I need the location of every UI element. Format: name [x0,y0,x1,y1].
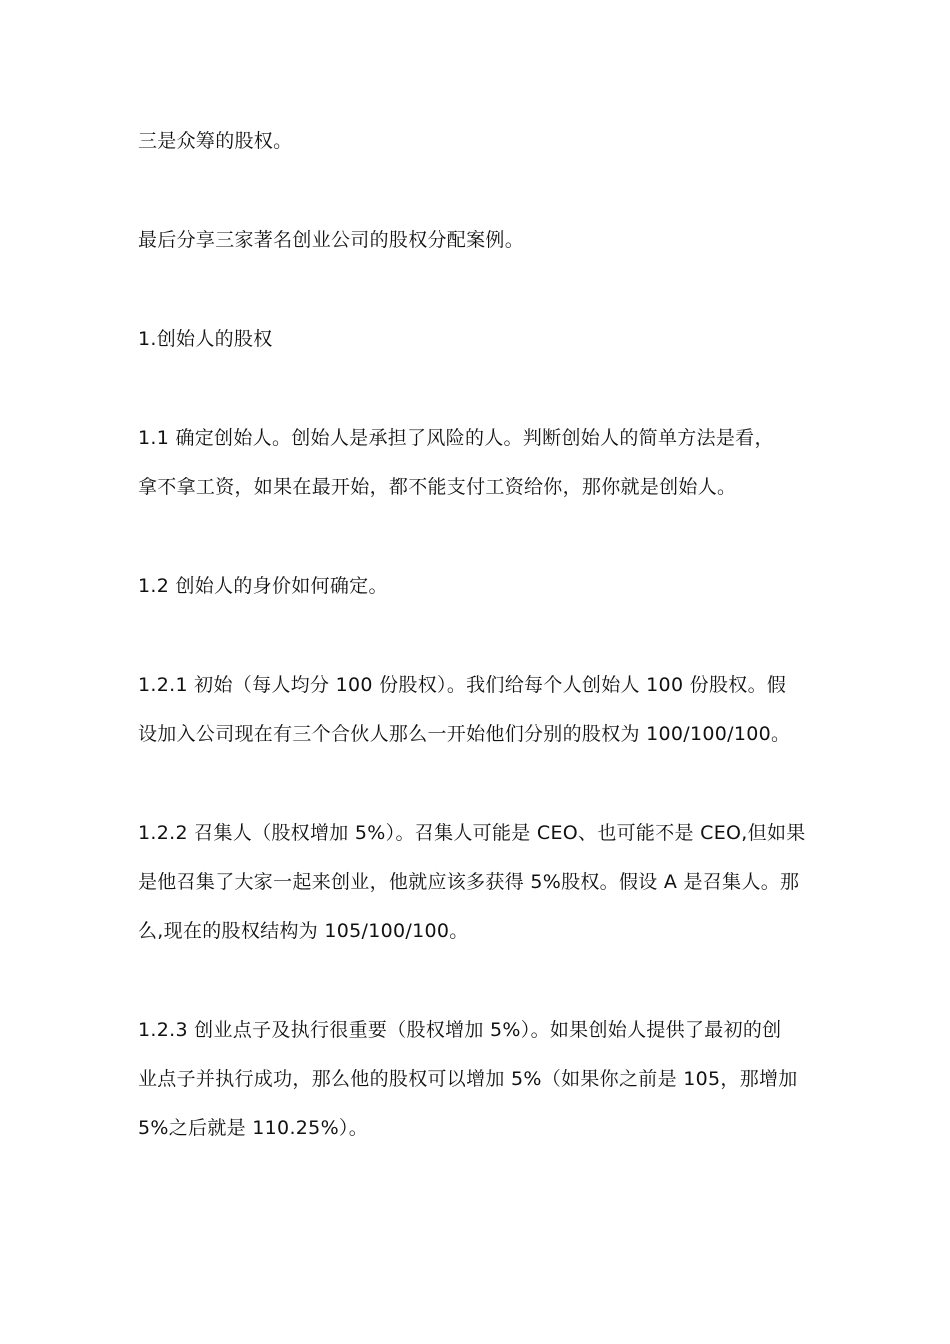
text-line: 是他召集了大家一起来创业，他就应该多获得 5%股权。假设 A 是召集人。那 [138,871,800,893]
paragraph-1-1-determine-founder [138,414,818,512]
text-line: 1.1 确定创始人。创始人是承担了风险的人。判断创始人的简单方法是看， [138,427,774,449]
paragraph-1-2-3-idea-execution [138,1006,818,1153]
text-line: 三是众筹的股权。 [138,130,293,152]
paragraph-1-2-2-convener [138,809,818,956]
text-line: 业点子并执行成功，那么他的股权可以增加 5%（如果你之前是 105，那增加 [138,1068,798,1090]
paragraph-1-2-founder-value [138,562,818,611]
text-line: 1.2.1 初始（每人均分 100 份股权）。我们给每个人创始人 100 份股权。假 [138,674,787,696]
paragraph-case-intro [138,216,818,265]
text-line: 5%之后就是 110.25%）。 [138,1117,369,1139]
section-heading-founder-equity [138,315,818,364]
paragraph-equity-crowdfunding [138,117,818,166]
text-line: 1.2.3 创业点子及执行很重要（股权增加 5%）。如果创始人提供了最初的创 [138,1019,782,1041]
paragraph-1-2-1-initial [138,661,818,759]
text-line: 么,现在的股权结构为 105/100/100。 [138,920,469,942]
text-line: 最后分享三家著名创业公司的股权分配案例。 [138,229,525,251]
text-line: 拿不拿工资，如果在最开始，都不能支付工资给你，那你就是创始人。 [138,476,737,498]
text-line: 设加入公司现在有三个合伙人那么一开始他们分别的股权为 100/100/100。 [138,723,791,745]
text-line: 1.2 创始人的身价如何确定。 [138,575,388,597]
text-line: 1.2.2 召集人（股权增加 5%）。召集人可能是 CEO、也可能不是 CEO,但如果 [138,822,806,844]
text-line: 1.创始人的股权 [138,328,273,350]
